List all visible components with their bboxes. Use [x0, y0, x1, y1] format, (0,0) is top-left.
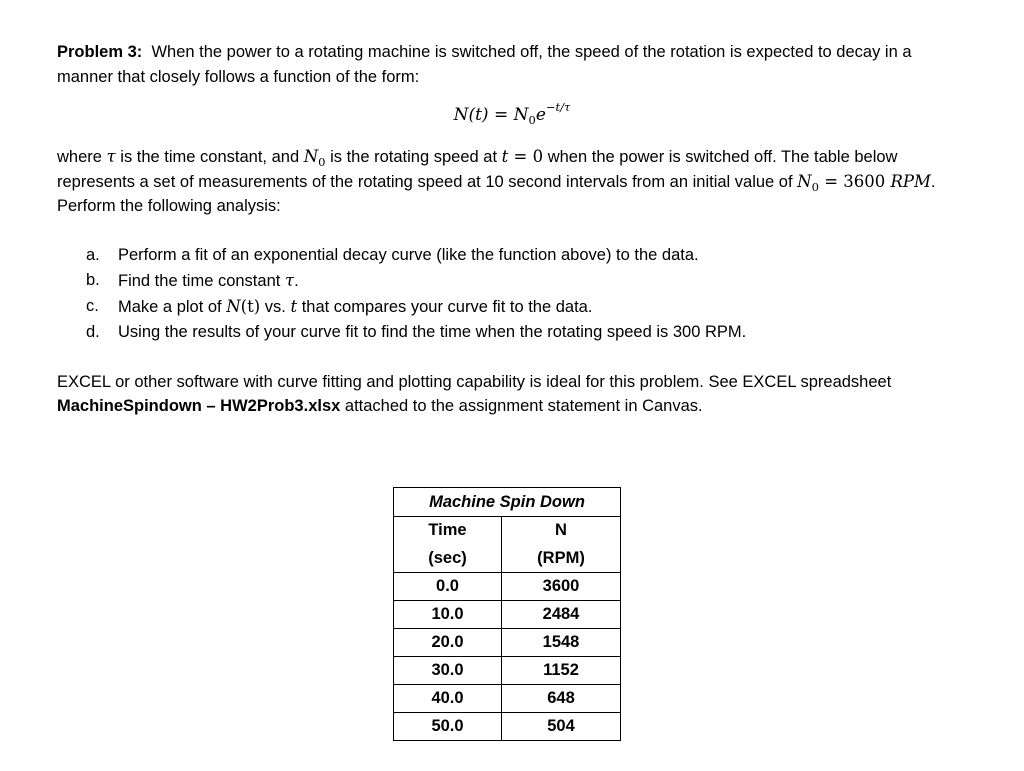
problem-intro: When the power to a rotating machine is switched off, the speed of the rotation is expected to decay in a manner that closely follows a function of the form: — [57, 43, 912, 86]
task-text-end: . — [294, 271, 299, 290]
desc-t-zero — [502, 147, 543, 166]
list-item — [57, 243, 967, 268]
desc-text-2: is the time constant, and — [120, 148, 300, 166]
description-paragraph — [57, 145, 967, 219]
equation-n0-subscript: 0 — [528, 113, 536, 127]
task-math-paren-t: (t) — [240, 296, 261, 316]
task-text: Make a plot of — [118, 297, 222, 316]
desc-t: t — [501, 147, 509, 166]
equation-exponent: −t/τ — [545, 100, 571, 114]
desc-text-4: when the power is switched off. The table below represents a set of measurements of the rotating speed at 10 second intervals from an initial value of — [57, 148, 898, 191]
list-marker: b. — [86, 270, 100, 289]
task-text: Perform a fit of an exponential decay curve (like the function above) to the data. — [118, 245, 699, 264]
col-header-n: N — [502, 517, 621, 545]
equation-equals: = — [493, 105, 509, 125]
list-item — [57, 320, 967, 345]
spreadsheet-filename: MachineSpindown – HW2Prob3.xlsx — [57, 397, 341, 415]
col-unit-n: (RPM) — [502, 544, 621, 573]
desc-eq0: = 0 — [513, 147, 544, 166]
col-header-time: Time — [394, 517, 502, 545]
cell-n: 1548 — [502, 629, 621, 657]
desc-n0 — [303, 147, 326, 169]
cell-time: 0.0 — [394, 573, 502, 601]
desc-n0-value — [797, 171, 931, 194]
cell-n: 2484 — [502, 601, 621, 629]
task-math-tau: τ — [284, 270, 295, 290]
task-math-n: N — [226, 296, 241, 316]
cell-time: 20.0 — [394, 629, 502, 657]
desc-n0b-subscript: 0 — [811, 179, 819, 194]
desc-value: = 3600 — [824, 171, 886, 191]
task-text-mid: vs. — [264, 297, 286, 316]
problem-document — [57, 40, 967, 419]
task-text: Using the results of your curve fit to find the time when the rotating speed is 300 RPM. — [118, 322, 747, 341]
cell-n: 504 — [502, 713, 621, 741]
task-text-end: that compares your curve fit to the data. — [301, 297, 593, 316]
desc-rpm: RPM — [890, 171, 931, 191]
desc-n0b-symbol: N — [797, 171, 812, 191]
note-text-1: EXCEL or other software with curve fitting and plotting capability is ideal for this problem. See EXCEL spreadsheet — [57, 372, 892, 391]
task-math-nt — [226, 297, 260, 316]
desc-text-1: where — [57, 148, 102, 166]
problem-label: Problem 3: — [57, 43, 143, 61]
col-unit-time: (sec) — [394, 544, 502, 573]
table-row — [394, 629, 621, 657]
cell-time: 40.0 — [394, 685, 502, 713]
task-list — [57, 243, 967, 345]
spin-down-table — [393, 487, 621, 741]
list-marker: a. — [86, 245, 100, 264]
table-row — [394, 685, 621, 713]
task-math-t: t — [290, 296, 298, 316]
list-item — [57, 268, 967, 294]
problem-statement — [57, 40, 967, 89]
task-text: Find the time constant — [118, 271, 281, 290]
desc-tau: τ — [106, 147, 116, 166]
note-text-2: attached to the assignment statement in Canvas. — [344, 397, 703, 415]
list-item — [57, 294, 967, 320]
cell-n: 648 — [502, 685, 621, 713]
cell-time: 10.0 — [394, 601, 502, 629]
software-note — [57, 370, 967, 419]
cell-time: 50.0 — [394, 713, 502, 741]
equation-lhs: N(t) — [453, 105, 489, 125]
cell-n: 1152 — [502, 657, 621, 685]
equation-n0: N — [513, 105, 529, 125]
equation-base: e — [535, 105, 546, 125]
list-marker: d. — [86, 322, 100, 341]
desc-text-5: . Perform the following analysis: — [57, 172, 936, 215]
desc-text-3: is the rotating speed at — [330, 148, 498, 166]
table-caption: Machine Spin Down — [394, 488, 621, 517]
decay-equation — [57, 100, 967, 127]
table-row — [394, 573, 621, 601]
list-marker: c. — [86, 296, 99, 315]
table-row — [394, 713, 621, 741]
table-row — [394, 601, 621, 629]
cell-time: 30.0 — [394, 657, 502, 685]
desc-n0-symbol: N — [303, 147, 319, 166]
table-row — [394, 657, 621, 685]
cell-n: 3600 — [502, 573, 621, 601]
desc-n0-subscript: 0 — [318, 155, 326, 169]
